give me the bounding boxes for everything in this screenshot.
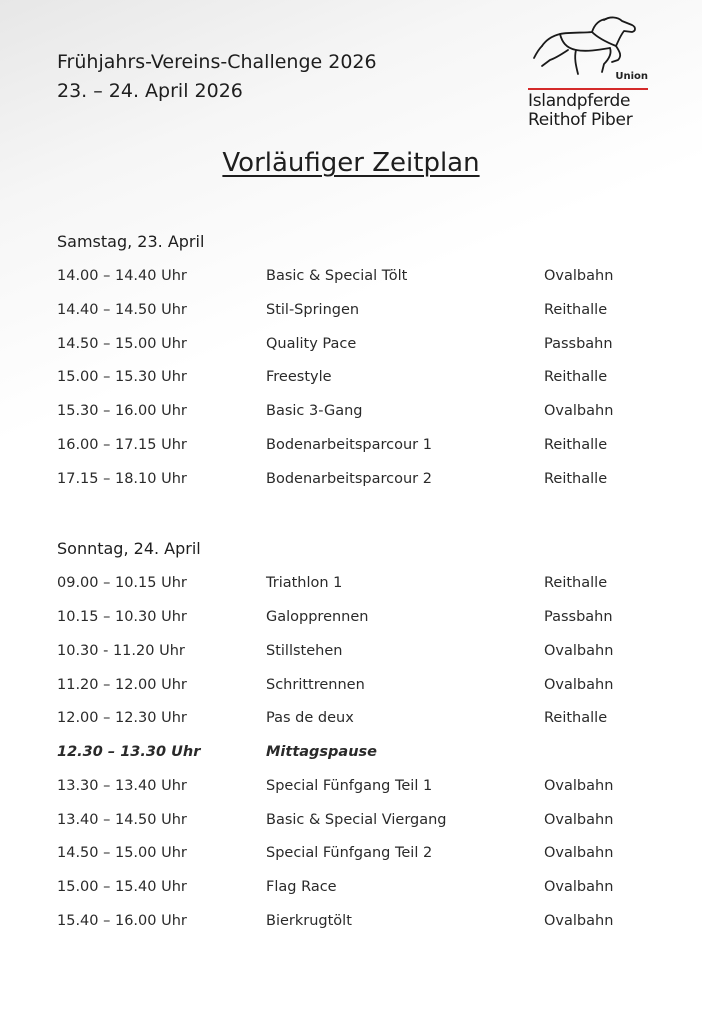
row-event: Bierkrugtölt: [266, 913, 352, 929]
row-location: Ovalbahn: [544, 812, 614, 828]
row-location: Reithalle: [544, 302, 608, 318]
schedule-row: [0, 437, 702, 459]
row-event: Basic & Special Tölt: [266, 268, 408, 284]
row-location: Ovalbahn: [544, 677, 614, 693]
schedule-row: [0, 471, 702, 493]
schedule-row: [0, 336, 702, 358]
logo-name-line1: Islandpferde: [528, 91, 631, 111]
row-time: 15.00 – 15.40 Uhr: [57, 879, 187, 895]
schedule-row: [0, 268, 702, 290]
row-event: Freestyle: [266, 369, 332, 385]
schedule-row-lunch-break: [0, 744, 702, 766]
row-location: Passbahn: [544, 336, 613, 352]
schedule-row: [0, 609, 702, 631]
schedule-row: [0, 778, 702, 800]
horse-icon: [532, 16, 644, 78]
row-location: Reithalle: [544, 471, 608, 487]
schedule-row: [0, 302, 702, 324]
row-event: Galopprennen: [266, 609, 369, 625]
row-event: Schrittrennen: [266, 677, 365, 693]
row-event: Basic 3-Gang: [266, 403, 363, 419]
row-time: 16.00 – 17.15 Uhr: [57, 437, 187, 453]
schedule-row: [0, 575, 702, 597]
row-time: 11.20 – 12.00 Uhr: [57, 677, 187, 693]
row-event: Bodenarbeitsparcour 2: [266, 471, 432, 487]
day-heading-sunday: Sonntag, 24. April: [57, 539, 201, 558]
page-title: Vorläufiger Zeitplan: [222, 148, 480, 178]
row-event: Special Fünfgang Teil 1: [266, 778, 433, 794]
logo-name-line2: Reithof Piber: [528, 110, 633, 130]
row-location: Ovalbahn: [544, 778, 614, 794]
row-location: Ovalbahn: [544, 643, 614, 659]
row-location: Reithalle: [544, 369, 608, 385]
row-time: 15.40 – 16.00 Uhr: [57, 913, 187, 929]
row-location: Reithalle: [544, 710, 608, 726]
row-time: 10.30 - 11.20 Uhr: [57, 643, 185, 659]
club-logo: [528, 16, 648, 128]
schedule-row: [0, 879, 702, 901]
header-title: [57, 48, 377, 106]
row-event: Special Fünfgang Teil 2: [266, 845, 433, 861]
schedule-row: [0, 403, 702, 425]
row-location: Reithalle: [544, 575, 608, 591]
row-time: 13.30 – 13.40 Uhr: [57, 778, 187, 794]
row-event: Pas de deux: [266, 710, 354, 726]
row-event: Bodenarbeitsparcour 1: [266, 437, 432, 453]
schedule-row: [0, 710, 702, 732]
row-time: 14.50 – 15.00 Uhr: [57, 845, 187, 861]
schedule-row: [0, 369, 702, 391]
logo-divider: [528, 88, 648, 90]
row-time: 09.00 – 10.15 Uhr: [57, 575, 187, 591]
row-event: Basic & Special Viergang: [266, 812, 447, 828]
row-event: Quality Pace: [266, 336, 357, 352]
row-location: Ovalbahn: [544, 268, 614, 284]
row-time: 17.15 – 18.10 Uhr: [57, 471, 187, 487]
row-event: Triathlon 1: [266, 575, 343, 591]
page-title-wrapper: [0, 148, 702, 178]
row-event: Stil-Springen: [266, 302, 360, 318]
row-time: 15.30 – 16.00 Uhr: [57, 403, 187, 419]
row-time: 14.00 – 14.40 Uhr: [57, 268, 187, 284]
row-time: 14.40 – 14.50 Uhr: [57, 302, 187, 318]
row-location: Passbahn: [544, 609, 613, 625]
row-location: Reithalle: [544, 437, 608, 453]
day-heading-saturday: Samstag, 23. April: [57, 232, 205, 251]
row-event: Mittagspause: [266, 744, 378, 760]
row-time: 13.40 – 14.50 Uhr: [57, 812, 187, 828]
row-location: Ovalbahn: [544, 845, 614, 861]
row-time: 10.15 – 10.30 Uhr: [57, 609, 187, 625]
schedule-row: [0, 845, 702, 867]
schedule-row: [0, 677, 702, 699]
event-dates: 23. – 24. April 2026: [57, 80, 243, 102]
row-location: Ovalbahn: [544, 879, 614, 895]
schedule-row: [0, 913, 702, 935]
row-time: 14.50 – 15.00 Uhr: [57, 336, 187, 352]
logo-club-name: [528, 92, 632, 130]
row-location: Ovalbahn: [544, 913, 614, 929]
row-time: 12.30 – 13.30 Uhr: [57, 744, 201, 760]
event-name: Frühjahrs-Vereins-Challenge 2026: [57, 51, 377, 73]
schedule-row: [0, 812, 702, 834]
row-event: Flag Race: [266, 879, 337, 895]
row-time: 12.00 – 12.30 Uhr: [57, 710, 187, 726]
schedule-row: [0, 643, 702, 665]
row-event: Stillstehen: [266, 643, 343, 659]
row-location: Ovalbahn: [544, 403, 614, 419]
logo-union-label: Union: [615, 71, 648, 82]
row-time: 15.00 – 15.30 Uhr: [57, 369, 187, 385]
